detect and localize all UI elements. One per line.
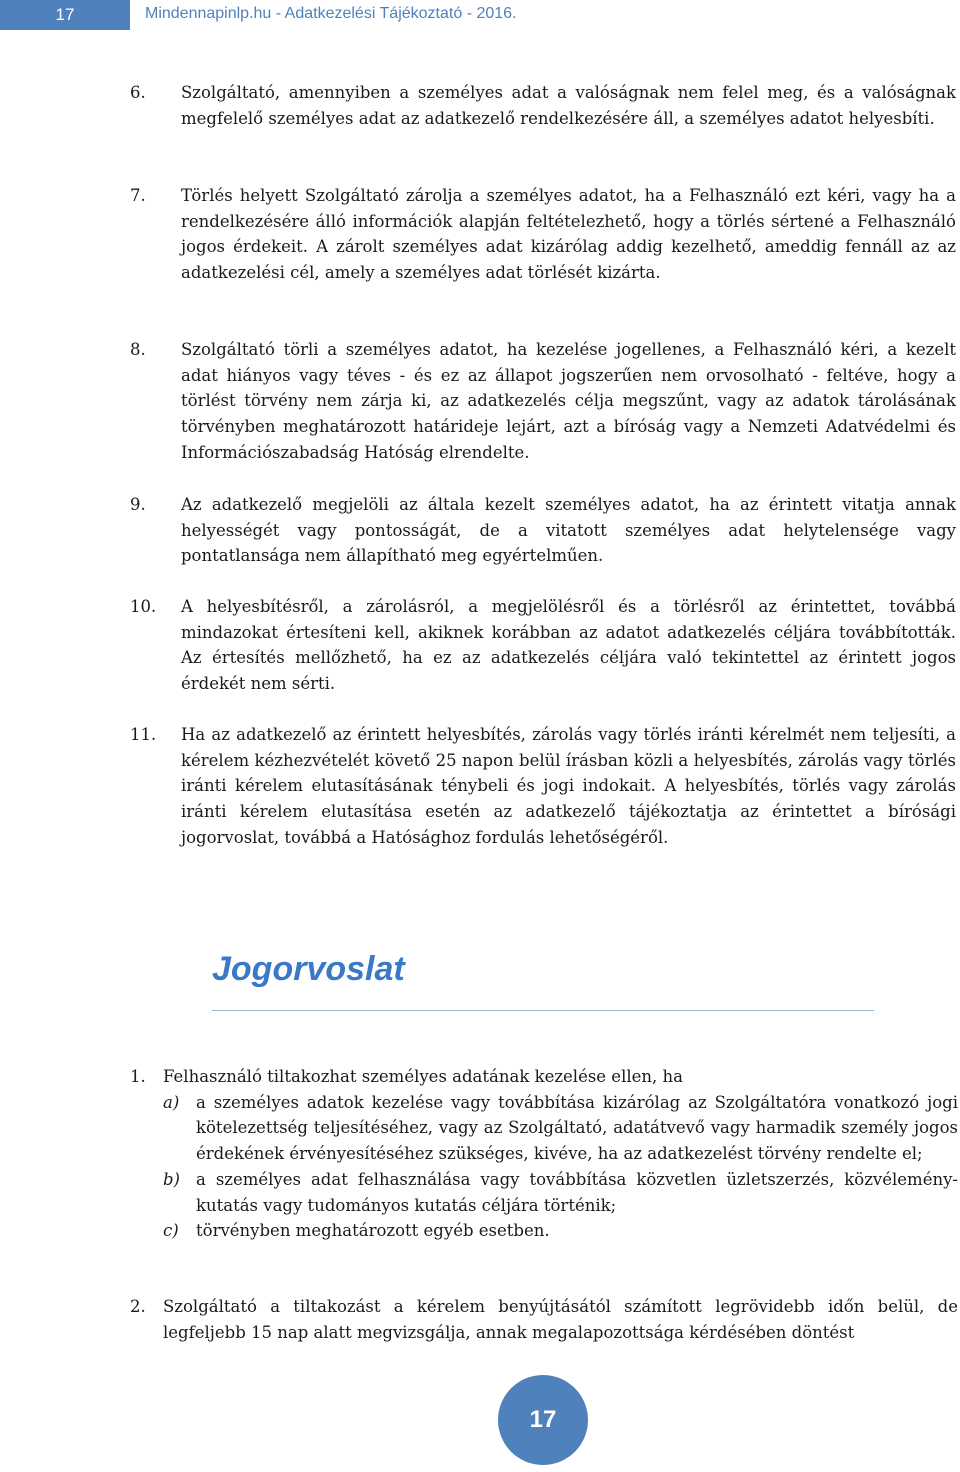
list-item	[0, 80, 960, 131]
sub-item-letter: c)	[163, 1221, 179, 1241]
item-number: 9.	[130, 495, 146, 514]
item-number: 10.	[130, 597, 157, 616]
header-title: Mindennapinlp.hu - Adatkezelési Tájékoztató - 2016.	[145, 5, 517, 22]
item-text: A helyesbítésről, a zárolásról, a megjelölésről és a törlésről az érintettet, továbbá mindazokat értesíteni kell, akiknek korábban az adatot adatkezelés céljára továbbították. Az értesítés mellőzhető, ha ez az adatkezelés céljára való tekintettel az érintett jogos érdekét nem sérti.	[181, 597, 956, 694]
sub-item	[163, 1167, 958, 1218]
sub-item-text: törvényben meghatározott egyéb esetben.	[196, 1221, 550, 1241]
item-number: 2.	[130, 1297, 146, 1316]
sub-item-letter: b)	[163, 1169, 180, 1189]
sub-item-text: a személyes adat felhasználása vagy továbbítása közvetlen üzletszerzés, közvélemény-kutatás vagy tudományos kutatás céljára történik;	[196, 1169, 958, 1215]
item-number: 7.	[130, 186, 146, 205]
item-text: Ha az adatkezelő az érintett helyesbítés, zárolás vagy törlés iránti kérelmét nem teljesíti, a kérelem kézhezvételét követő 25 napon belül írásban közli a helyesbítés, zárolás vagy törlés iránti kérelem elutasításának ténybeli és jogi indokait. A helyesbítés, törlés vagy zárolás iránti kérelem elutasítása esetén az adatkezelő tájékoztatja az érintettet a bírósági jogorvoslat, továbbá a Hatósághoz fordulás lehetőségéről.	[181, 725, 956, 847]
header-page-number: 17	[0, 0, 130, 30]
item-number: 6.	[130, 83, 146, 102]
list-item	[0, 722, 960, 851]
page-header	[0, 0, 960, 30]
item-text: Törlés helyett Szolgáltató zárolja a személyes adatot, ha a Felhasználó ezt kéri, vagy ha a rendelkezésére álló információk alapján feltételezhető, hogy a törlés sértené a Felhasználó jogos érdekeit. A zárolt személyes adat kizárólag addig kezelhető, ameddig fennáll az az adatkezelési cél, amely a személyes adat törlését kizárta.	[181, 186, 956, 283]
sub-item-letter: a)	[163, 1092, 180, 1112]
item-text: Felhasználó tiltakozhat személyes adatának kezelése ellen, ha	[163, 1067, 683, 1086]
section-heading: Jogorvoslat	[212, 950, 405, 988]
sub-item	[163, 1218, 958, 1244]
footer-page-number: 17	[498, 1375, 588, 1465]
list-item	[0, 337, 960, 466]
item-text: Az adatkezelő megjelöli az általa kezelt személyes adatot, ha az érintett vitatja annak helyességét vagy pontosságát, de a vitatott személyes adat helytelensége vagy pontatlansága nem állapítható meg egyértelműen.	[181, 495, 956, 566]
item-number: 11.	[130, 725, 157, 744]
item-number: 8.	[130, 340, 146, 359]
list-item	[0, 1064, 960, 1244]
item-number: 1.	[130, 1067, 146, 1086]
item-text: Szolgáltató, amennyiben a személyes adat a valóságnak nem felel meg, és a valóságnak megfelelő személyes adat az adatkezelő rendelkezésére áll, a személyes adatot helyesbíti.	[181, 83, 956, 128]
list-item	[0, 1294, 960, 1345]
heading-underline	[212, 1010, 874, 1011]
item-text: Szolgáltató törli a személyes adatot, ha kezelése jogellenes, a Felhasználó kéri, a kezelt adat hiányos vagy téves - és ez az állapot jogszerűen nem orvosolható - feltéve, hogy a törlést törvény nem zárja ki, az adatkezelés célja megszűnt, vagy az adatok tárolásának törvényben meghatározott határideje lejárt, azt a bíróság vagy a Nemzeti Adatvédelmi és Információszabadság Hatóság elrendelte.	[181, 340, 956, 462]
sub-item-text: a személyes adatok kezelése vagy továbbítása kizárólag az Szolgáltatóra vonatkozó jogi kötelezettség teljesítéséhez, vagy az Szolgáltató, adatátvevő vagy harmadik személy jogos érdekének érvényesítéséhez szükséges, kivéve, ha az adatkezelést törvény rendelte el;	[196, 1092, 958, 1164]
list-item	[0, 183, 960, 286]
item-text: Szolgáltató a tiltakozást a kérelem benyújtásától számított legrövidebb időn belül, de legfeljebb 15 nap alatt megvizsgálja, annak megalapozottsága kérdésében döntést	[163, 1297, 958, 1342]
list-item	[0, 594, 960, 697]
sub-item	[163, 1090, 958, 1167]
list-item	[0, 492, 960, 569]
